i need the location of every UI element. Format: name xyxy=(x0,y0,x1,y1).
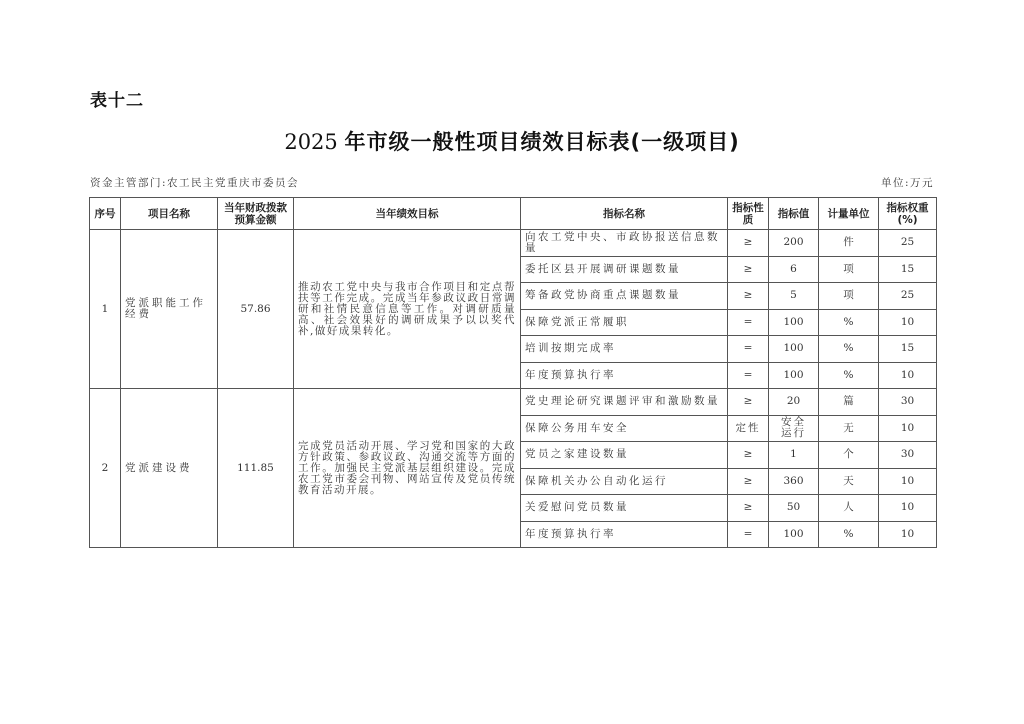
col-header-goal: 当年绩效目标 xyxy=(294,198,521,230)
row-seq: 1 xyxy=(90,230,121,389)
indicator-name: 筹备政党协商重点课题数量 xyxy=(521,283,728,310)
col-header-indicator-type: 指标性质 xyxy=(728,198,769,230)
table-row xyxy=(90,389,937,416)
indicator-type: 定性 xyxy=(728,415,769,442)
indicator-name: 保障党派正常履职 xyxy=(521,309,728,336)
page-title xyxy=(0,126,1024,156)
indicator-type: ≥ xyxy=(728,495,769,522)
indicator-type: ≥ xyxy=(728,283,769,310)
indicator-name: 年度预算执行率 xyxy=(521,362,728,389)
title-text: 年市级一般性项目绩效目标表(一级项目) xyxy=(344,130,740,154)
indicator-type: = xyxy=(728,521,769,548)
indicator-value: 360 xyxy=(769,468,819,495)
indicator-value: 100 xyxy=(769,521,819,548)
col-header-indicator-name: 指标名称 xyxy=(521,198,728,230)
indicator-weight: 15 xyxy=(879,256,937,283)
indicator-unit: 件 xyxy=(819,230,879,257)
indicator-value: 50 xyxy=(769,495,819,522)
indicator-type: = xyxy=(728,336,769,363)
indicator-name: 关爱慰问党员数量 xyxy=(521,495,728,522)
indicator-name: 党员之家建设数量 xyxy=(521,442,728,469)
indicator-value: 100 xyxy=(769,362,819,389)
indicator-weight: 10 xyxy=(879,362,937,389)
indicator-type: ≥ xyxy=(728,389,769,416)
indicator-name: 保障机关办公自动化运行 xyxy=(521,468,728,495)
row-project-name: 党派建设费 xyxy=(121,389,218,548)
indicator-type: = xyxy=(728,309,769,336)
indicator-type: ≥ xyxy=(728,468,769,495)
funding-department: 资金主管部门:农工民主党重庆市委员会 xyxy=(90,177,300,189)
indicator-type: ≥ xyxy=(728,230,769,257)
col-header-seq: 序号 xyxy=(90,198,121,230)
indicator-weight: 30 xyxy=(879,442,937,469)
indicator-value: 100 xyxy=(769,336,819,363)
table-header-row xyxy=(90,198,937,230)
indicator-value: 200 xyxy=(769,230,819,257)
indicator-weight: 15 xyxy=(879,336,937,363)
row-seq: 2 xyxy=(90,389,121,548)
indicator-type: = xyxy=(728,362,769,389)
indicator-unit: % xyxy=(819,309,879,336)
table-label: 表十二 xyxy=(90,91,144,111)
indicator-unit: % xyxy=(819,521,879,548)
indicator-name: 向农工党中央、市政协报送信息数量 xyxy=(521,230,728,257)
indicator-name: 党史理论研究课题评审和激励数量 xyxy=(521,389,728,416)
indicator-value: 6 xyxy=(769,256,819,283)
indicator-name: 培训按期完成率 xyxy=(521,336,728,363)
row-goal: 完成党员活动开展、学习党和国家的大政方针政策、参政议政、沟通交流等方面的工作。加强民主党派基层组织建设。完成农工党市委会刊物、网站宣传及党员传统教育活动开展。 xyxy=(294,389,521,548)
table-row xyxy=(90,230,937,257)
indicator-weight: 10 xyxy=(879,468,937,495)
indicator-type: ≥ xyxy=(728,256,769,283)
indicator-value: 5 xyxy=(769,283,819,310)
indicator-unit: 项 xyxy=(819,256,879,283)
indicator-value: 安全运行 xyxy=(769,415,819,442)
performance-table xyxy=(89,197,937,548)
indicator-weight: 25 xyxy=(879,283,937,310)
title-year: 2025 xyxy=(284,130,338,154)
indicator-name: 年度预算执行率 xyxy=(521,521,728,548)
row-goal: 推动农工党中央与我市合作项目和定点帮扶等工作完成。完成当年参政议政日常调研和社情民意信息等工作。对调研质量高、社会效果好的调研成果予以以奖代补,做好成果转化。 xyxy=(294,230,521,389)
indicator-weight: 25 xyxy=(879,230,937,257)
row-budget: 111.85 xyxy=(218,389,294,548)
currency-unit: 单位:万元 xyxy=(880,177,934,189)
indicator-weight: 30 xyxy=(879,389,937,416)
indicator-unit: % xyxy=(819,362,879,389)
indicator-type: ≥ xyxy=(728,442,769,469)
col-header-budget: 当年财政拨款预算金额 xyxy=(218,198,294,230)
indicator-name: 保障公务用车安全 xyxy=(521,415,728,442)
col-header-weight: 指标权重(%) xyxy=(879,198,937,230)
indicator-unit: 人 xyxy=(819,495,879,522)
row-budget: 57.86 xyxy=(218,230,294,389)
indicator-unit: 项 xyxy=(819,283,879,310)
indicator-name: 委托区县开展调研课题数量 xyxy=(521,256,728,283)
indicator-weight: 10 xyxy=(879,521,937,548)
row-project-name: 党派职能工作经费 xyxy=(121,230,218,389)
col-header-project-name: 项目名称 xyxy=(121,198,218,230)
indicator-value: 100 xyxy=(769,309,819,336)
indicator-value: 1 xyxy=(769,442,819,469)
col-header-unit: 计量单位 xyxy=(819,198,879,230)
indicator-unit: 篇 xyxy=(819,389,879,416)
indicator-weight: 10 xyxy=(879,415,937,442)
indicator-value: 20 xyxy=(769,389,819,416)
indicator-weight: 10 xyxy=(879,309,937,336)
col-header-indicator-value: 指标值 xyxy=(769,198,819,230)
indicator-unit: % xyxy=(819,336,879,363)
indicator-unit: 无 xyxy=(819,415,879,442)
indicator-weight: 10 xyxy=(879,495,937,522)
indicator-unit: 天 xyxy=(819,468,879,495)
indicator-unit: 个 xyxy=(819,442,879,469)
